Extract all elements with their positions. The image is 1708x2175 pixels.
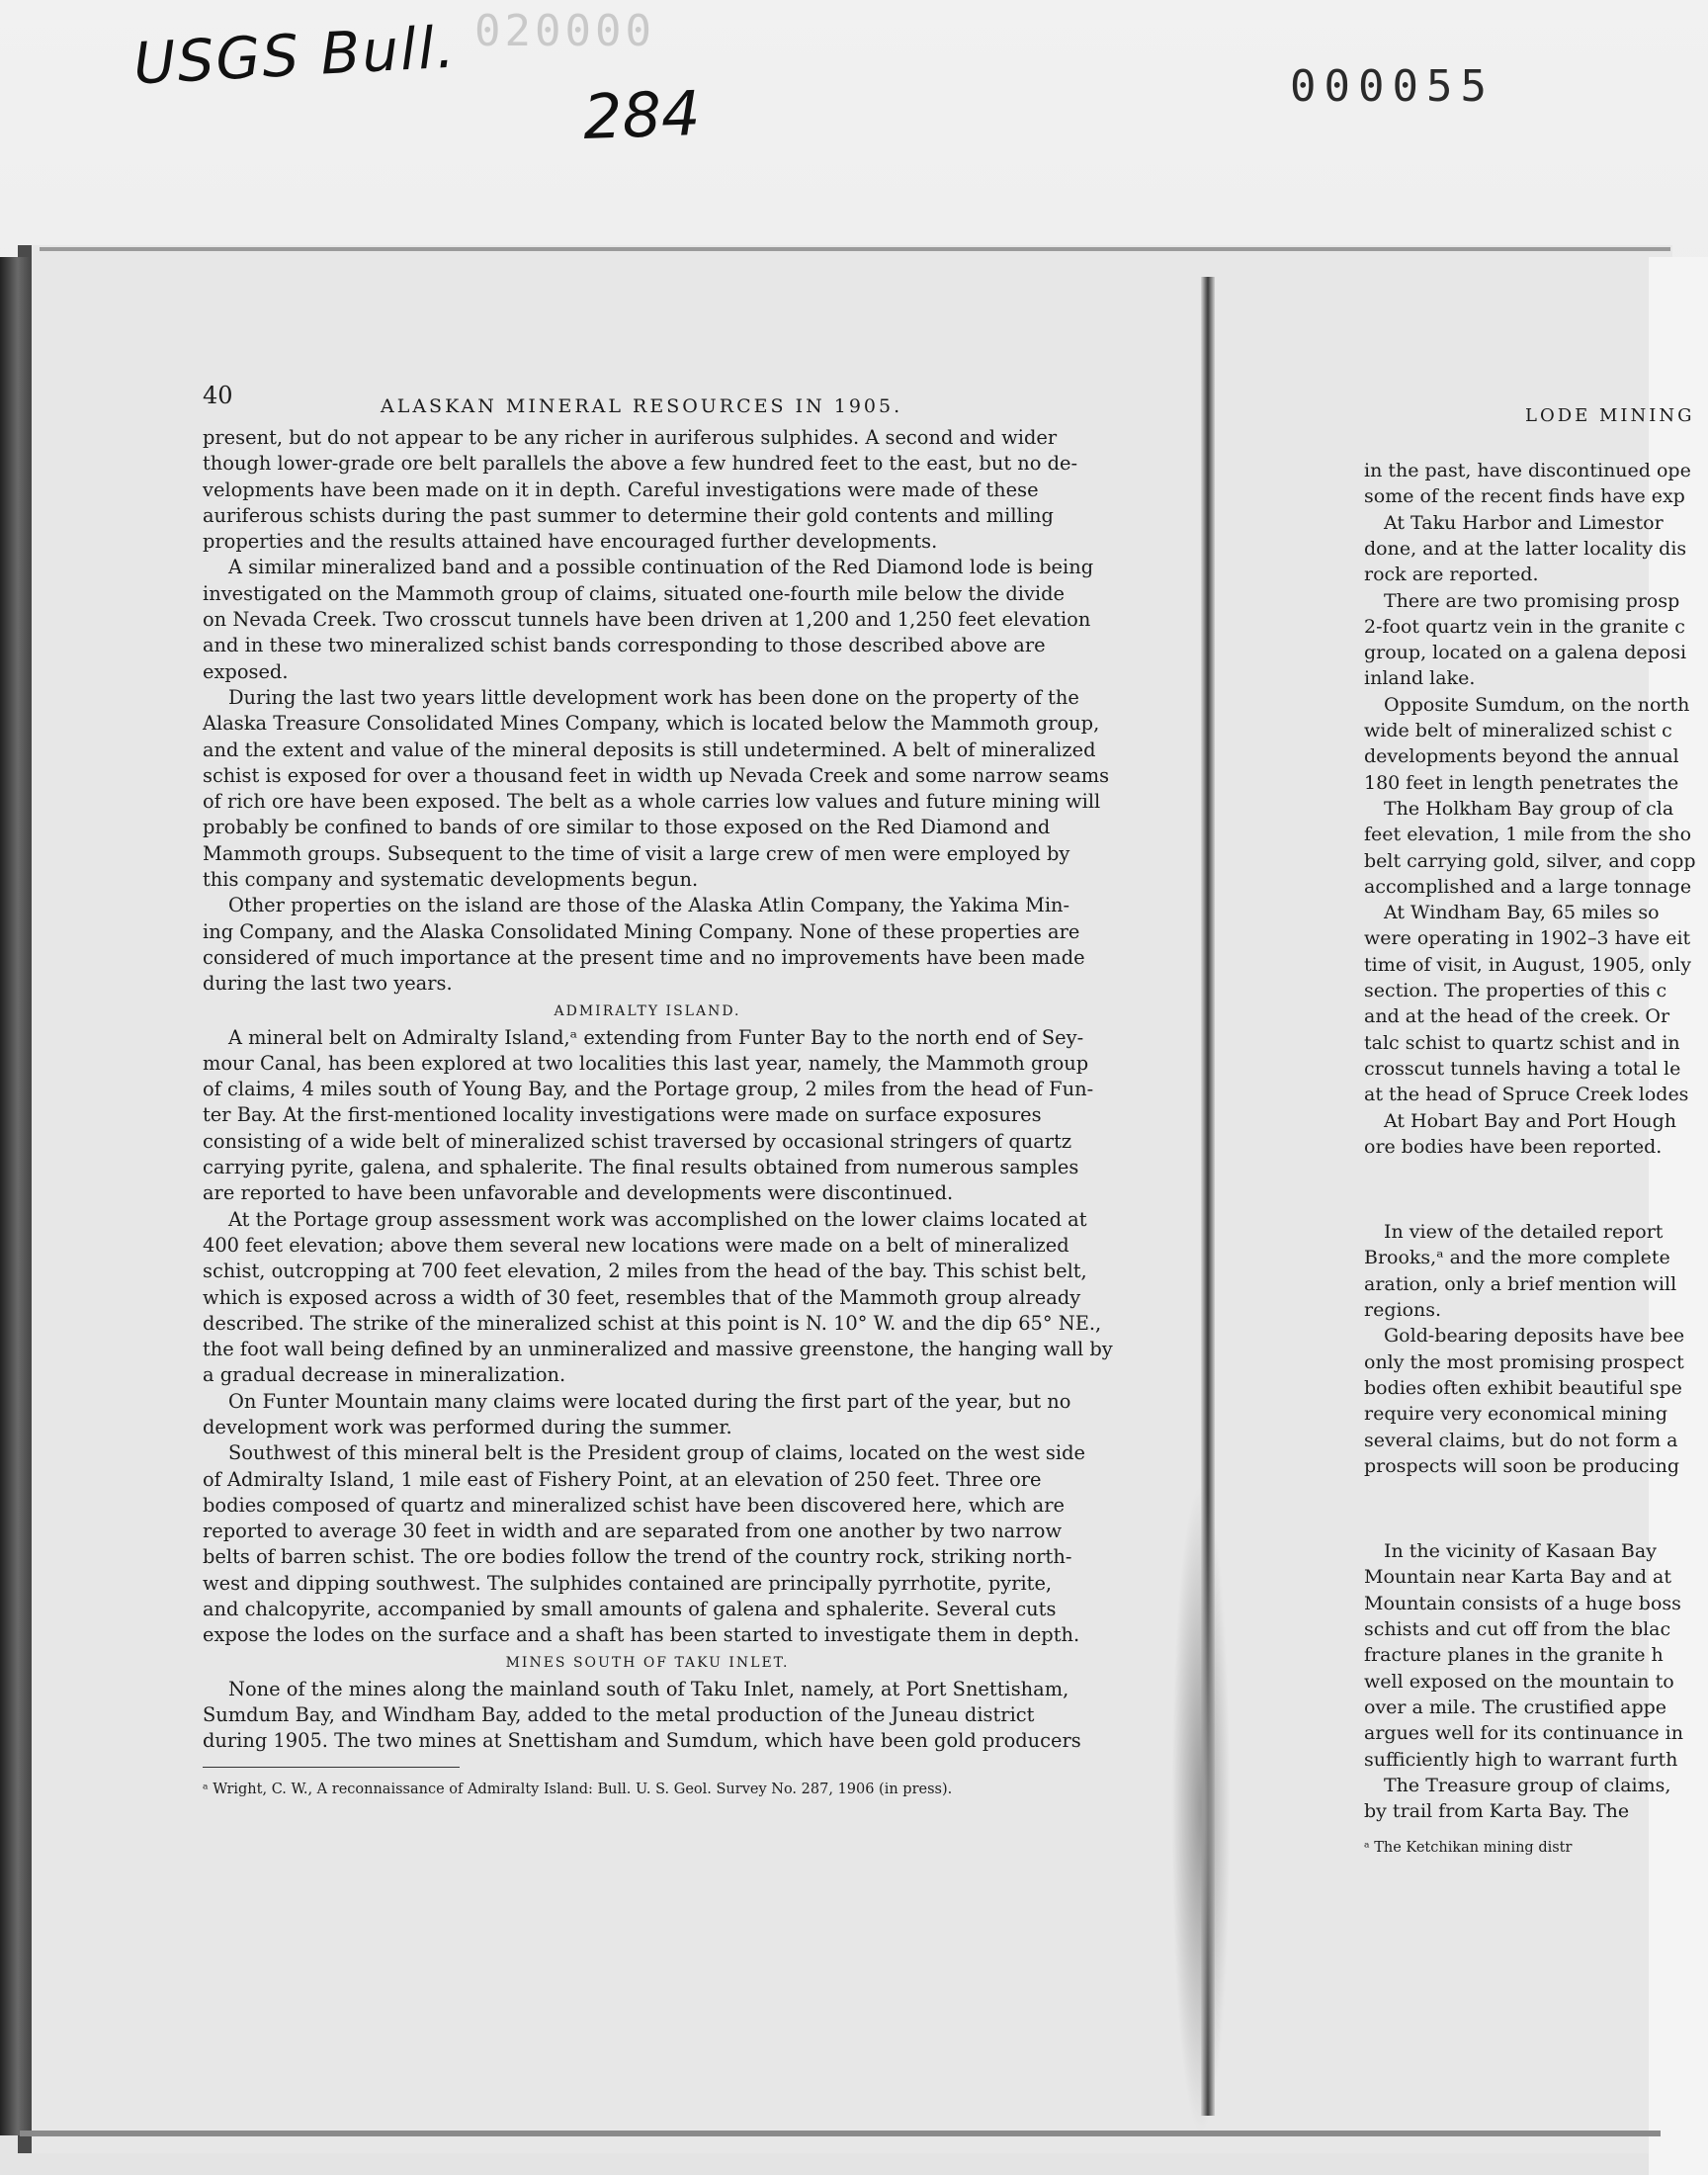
handwritten-title: USGS Bull.: [131, 13, 459, 98]
right-text-line: At Taku Harbor and Limestor: [1384, 511, 1664, 534]
right-text-line: require very economical mining: [1364, 1403, 1667, 1426]
paragraph-5: [203, 1025, 1092, 1207]
text-line: During the last two years little development work has been done on the property of the: [228, 685, 1079, 709]
text-line: a gradual decrease in mineralization.: [203, 1363, 566, 1387]
right-text-line: well exposed on the mountain to: [1364, 1670, 1674, 1693]
text-line: and the extent and value of the mineral deposits is still undetermined. A belt of mineralized: [203, 738, 1096, 761]
right-text-line: only the most promising prospect: [1364, 1350, 1684, 1373]
right-text-line: ore bodies have been reported.: [1364, 1135, 1663, 1158]
text-line: belts of barren schist. The ore bodies follow the trend of the country rock, striking north-: [203, 1545, 1072, 1569]
section-heading-taku: MINES SOUTH OF TAKU INLET.: [505, 1654, 790, 1671]
right-text-line: were operating in 1902–3 have eit: [1364, 927, 1691, 950]
text-line: Sumdum Bay, and Windham Bay, added to the metal production of the Juneau district: [203, 1702, 1035, 1726]
text-line: 400 feet elevation; above them several new locations were made on a belt of mineralized: [203, 1233, 1069, 1257]
right-text-line: done, and at the latter locality dis: [1364, 537, 1687, 560]
paragraph-6: [203, 1207, 1113, 1389]
text-line: Mammoth groups. Subsequent to the time of visit a large crew of men were employed by: [203, 841, 1070, 865]
text-line: of rich ore have been exposed. The belt as a whole carries low values and future mining will: [203, 790, 1101, 814]
right-text-line: fracture planes in the granite h: [1364, 1644, 1664, 1667]
right-text-line: and at the head of the creek. Or: [1364, 1005, 1670, 1028]
right-text-line: Gold-bearing deposits have bee: [1384, 1325, 1685, 1348]
right-text-line: The Treasure group of claims,: [1384, 1774, 1671, 1796]
right-text-line: over a mile. The crustified appe: [1364, 1696, 1667, 1718]
right-text-line: accomplished and a large tonnage: [1364, 875, 1692, 898]
text-line: present, but do not appear to be any richer in auriferous sulphides. A second and wider: [203, 426, 1058, 449]
text-line: Other properties on the island are those of the Alaska Atlin Company, the Yakima Min-: [228, 894, 1070, 917]
right-running-head: LODE MINING: [1525, 405, 1695, 426]
right-text-line: inland lake.: [1364, 667, 1476, 690]
text-line: Southwest of this mineral belt is the President group of claims, located on the west side: [228, 1441, 1085, 1465]
text-line: At the Portage group assessment work was accomplished on the lower claims located at: [228, 1207, 1087, 1231]
text-line: On Funter Mountain many claims were located during the first part of the year, but no: [228, 1389, 1071, 1413]
right-text-line: crosscut tunnels having a total le: [1364, 1057, 1681, 1080]
right-text-line: group, located on a galena deposi: [1364, 642, 1687, 664]
bottom-edge: [20, 2131, 1661, 2136]
right-page: [1362, 376, 1696, 1958]
text-line: schist is exposed for over a thousand feet in width up Nevada Creek and some narrow seams: [203, 763, 1110, 787]
faint-stamp: 020000: [474, 6, 655, 56]
right-text-line: time of visit, in August, 1905, only: [1364, 953, 1691, 976]
right-text-line: sufficiently high to warrant furth: [1364, 1748, 1678, 1771]
text-line: investigated on the Mammoth group of claims, situated one-fourth mile below the divide: [203, 581, 1065, 605]
left-shadow: [0, 257, 30, 2135]
right-text-line: In the vicinity of Kasaan Bay: [1384, 1540, 1657, 1563]
running-head: [203, 376, 1092, 425]
right-footnote: ᵃ The Ketchikan mining distr: [1364, 1840, 1573, 1857]
right-text-line: 180 feet in length penetrates the: [1364, 771, 1679, 794]
right-text-line: prospects will soon be producing: [1364, 1454, 1679, 1477]
text-line: development work was performed during the summer.: [203, 1415, 732, 1438]
paragraph-7: [203, 1389, 1092, 1441]
page-header-title: ALASKAN MINERAL RESOURCES IN 1905.: [381, 395, 903, 417]
text-line: carrying pyrite, galena, and sphalerite. The final results obtained from numerous samples: [203, 1156, 1079, 1179]
text-line: properties and the results attained have encouraged further developments.: [203, 530, 938, 554]
paragraph-8: [203, 1440, 1092, 1648]
archive-number: 000055: [1290, 61, 1494, 112]
photocopy-top-edge: [40, 247, 1670, 251]
right-text-line: At Windham Bay, 65 miles so: [1384, 902, 1660, 924]
text-line: west and dipping southwest. The sulphides contained are principally pyrrhotite, pyrite,: [203, 1571, 1053, 1595]
right-text-line: by trail from Karta Bay. The: [1364, 1800, 1630, 1823]
text-line: reported to average 30 feet in width and are separated from one another by two narrow: [203, 1520, 1063, 1543]
footnote-rule: [203, 1767, 460, 1776]
right-text-line: section. The properties of this c: [1364, 980, 1667, 1001]
right-text-line: schists and cut off from the blac: [1364, 1618, 1671, 1640]
text-line: A similar mineralized band and a possible continuation of the Red Diamond lode is being: [228, 556, 1094, 579]
paragraph-1: [203, 425, 1092, 555]
text-line: probably be confined to bands of ore similar to those exposed on the Red Diamond and: [203, 816, 1051, 839]
right-text-line: bodies often exhibit beautiful spe: [1364, 1376, 1682, 1399]
text-line: mour Canal, has been explored at two localities this last year, namely, the Mammoth group: [203, 1051, 1089, 1075]
text-line: the foot wall being defined by an unmineralized and massive greenstone, the hanging wall by: [203, 1338, 1113, 1361]
text-line: considered of much importance at the present time and no improvements have been made: [203, 945, 1085, 969]
text-line: ter Bay. At the first-mentioned locality investigations were made on surface exposures: [203, 1103, 1042, 1127]
paragraph-9: [203, 1677, 1092, 1755]
text-line: though lower-grade ore belt parallels the above a few hundred feet to the east, but no de-: [203, 452, 1078, 476]
right-text-line: In view of the detailed report: [1384, 1221, 1664, 1244]
text-line: A mineral belt on Admiralty Island,ᵃ extending from Funter Bay to the north end of Sey-: [228, 1025, 1084, 1049]
text-line: during 1905. The two mines at Snettisham and Sumdum, which have been gold producers: [203, 1729, 1081, 1753]
right-text-line: wide belt of mineralized schist c: [1364, 720, 1672, 741]
right-text-line: 2-foot quartz vein in the granite c: [1364, 615, 1685, 638]
right-text-line: developments beyond the annual: [1364, 745, 1679, 768]
text-line: during the last two years.: [203, 972, 453, 996]
text-line: velopments have been made on it in depth. Careful investigations were made of these: [203, 478, 1039, 501]
right-text-line: Brooks,ᵃ and the more complete: [1364, 1247, 1670, 1269]
right-text-line: regions.: [1364, 1299, 1442, 1321]
handwritten-number: 284: [581, 76, 702, 154]
footnote: ᵃ Wright, C. W., A reconnaissance of Admiralty Island: Bull. U. S. Geol. Survey No. 287, 1906 (in press).: [203, 1781, 953, 1797]
right-text-line: several claims, but do not form a: [1364, 1429, 1678, 1451]
section-heading-admiralty: ADMIRALTY ISLAND.: [554, 1002, 741, 1019]
paragraph-2: [203, 555, 1092, 684]
text-line: schist, outcropping at 700 feet elevation, 2 miles from the head of the bay. This schist belt,: [203, 1260, 1087, 1283]
text-line: of claims, 4 miles south of Young Bay, and the Portage group, 2 miles from the head of Fun-: [203, 1078, 1094, 1101]
right-text-line: argues well for its continuance in: [1364, 1722, 1683, 1745]
paragraph-4: [203, 893, 1092, 997]
text-line: None of the mines along the mainland south of Taku Inlet, namely, at Port Snettisham,: [228, 1677, 1069, 1700]
gutter-shadow: [1171, 1483, 1231, 2135]
right-text-line: feet elevation, 1 mile from the sho: [1364, 824, 1692, 846]
text-line: and chalcopyrite, accompanied by small amounts of galena and sphalerite. Several cuts: [203, 1598, 1057, 1621]
right-text-line: belt carrying gold, silver, and copp: [1364, 849, 1696, 872]
right-text-line: aration, only a brief mention will: [1364, 1272, 1677, 1295]
text-line: on Nevada Creek. Two crosscut tunnels have been driven at 1,200 and 1,250 feet elevation: [203, 608, 1091, 632]
paragraph-3: [203, 685, 1110, 893]
text-line: are reported to have been unfavorable and developments were discontinued.: [203, 1181, 954, 1205]
right-text-line: Mountain near Karta Bay and at: [1364, 1566, 1672, 1589]
text-line: ing Company, and the Alaska Consolidated Mining Company. None of these properties are: [203, 919, 1080, 943]
page-number: 40: [203, 382, 233, 409]
text-line: expose the lodes on the surface and a shaft has been started to investigate them in depth.: [203, 1623, 1080, 1647]
right-text-line: Opposite Sumdum, on the north: [1384, 693, 1690, 716]
text-line: bodies composed of quartz and mineralized schist have been discovered here, which are: [203, 1493, 1065, 1517]
text-line: Alaska Treasure Consolidated Mines Company, which is located below the Mammoth group,: [203, 712, 1100, 736]
text-line: described. The strike of the mineralized schist at this point is N. 10° W. and the dip 65° NE.,: [203, 1311, 1102, 1335]
text-line: of Admiralty Island, 1 mile east of Fishery Point, at an elevation of 250 feet. Three ore: [203, 1467, 1042, 1491]
right-text-line: talc schist to quartz schist and in: [1364, 1031, 1680, 1054]
right-text-line: The Holkham Bay group of cla: [1384, 797, 1674, 820]
right-text-line: At Hobart Bay and Port Hough: [1384, 1109, 1677, 1132]
left-page: [203, 376, 1113, 1797]
text-line: and in these two mineralized schist bands corresponding to those described above are: [203, 634, 1046, 657]
text-line: which is exposed across a width of 30 feet, resembles that of the Mammoth group already: [203, 1285, 1081, 1309]
right-text-line: There are two promising prosp: [1384, 589, 1680, 612]
right-text-line: Mountain consists of a huge boss: [1364, 1592, 1681, 1614]
right-text-line: at the head of Spruce Creek lodes: [1364, 1084, 1689, 1106]
right-text-line: in the past, have discontinued ope: [1364, 460, 1691, 481]
text-line: auriferous schists during the past summer to determine their gold contents and milling: [203, 503, 1054, 527]
text-line: exposed.: [203, 659, 289, 683]
right-text-line: rock are reported.: [1364, 564, 1539, 586]
text-line: this company and systematic developments begun.: [203, 868, 699, 892]
text-line: consisting of a wide belt of mineralized schist traversed by occasional stringers of quartz: [203, 1129, 1072, 1153]
right-text-line: some of the recent finds have exp: [1364, 485, 1685, 508]
